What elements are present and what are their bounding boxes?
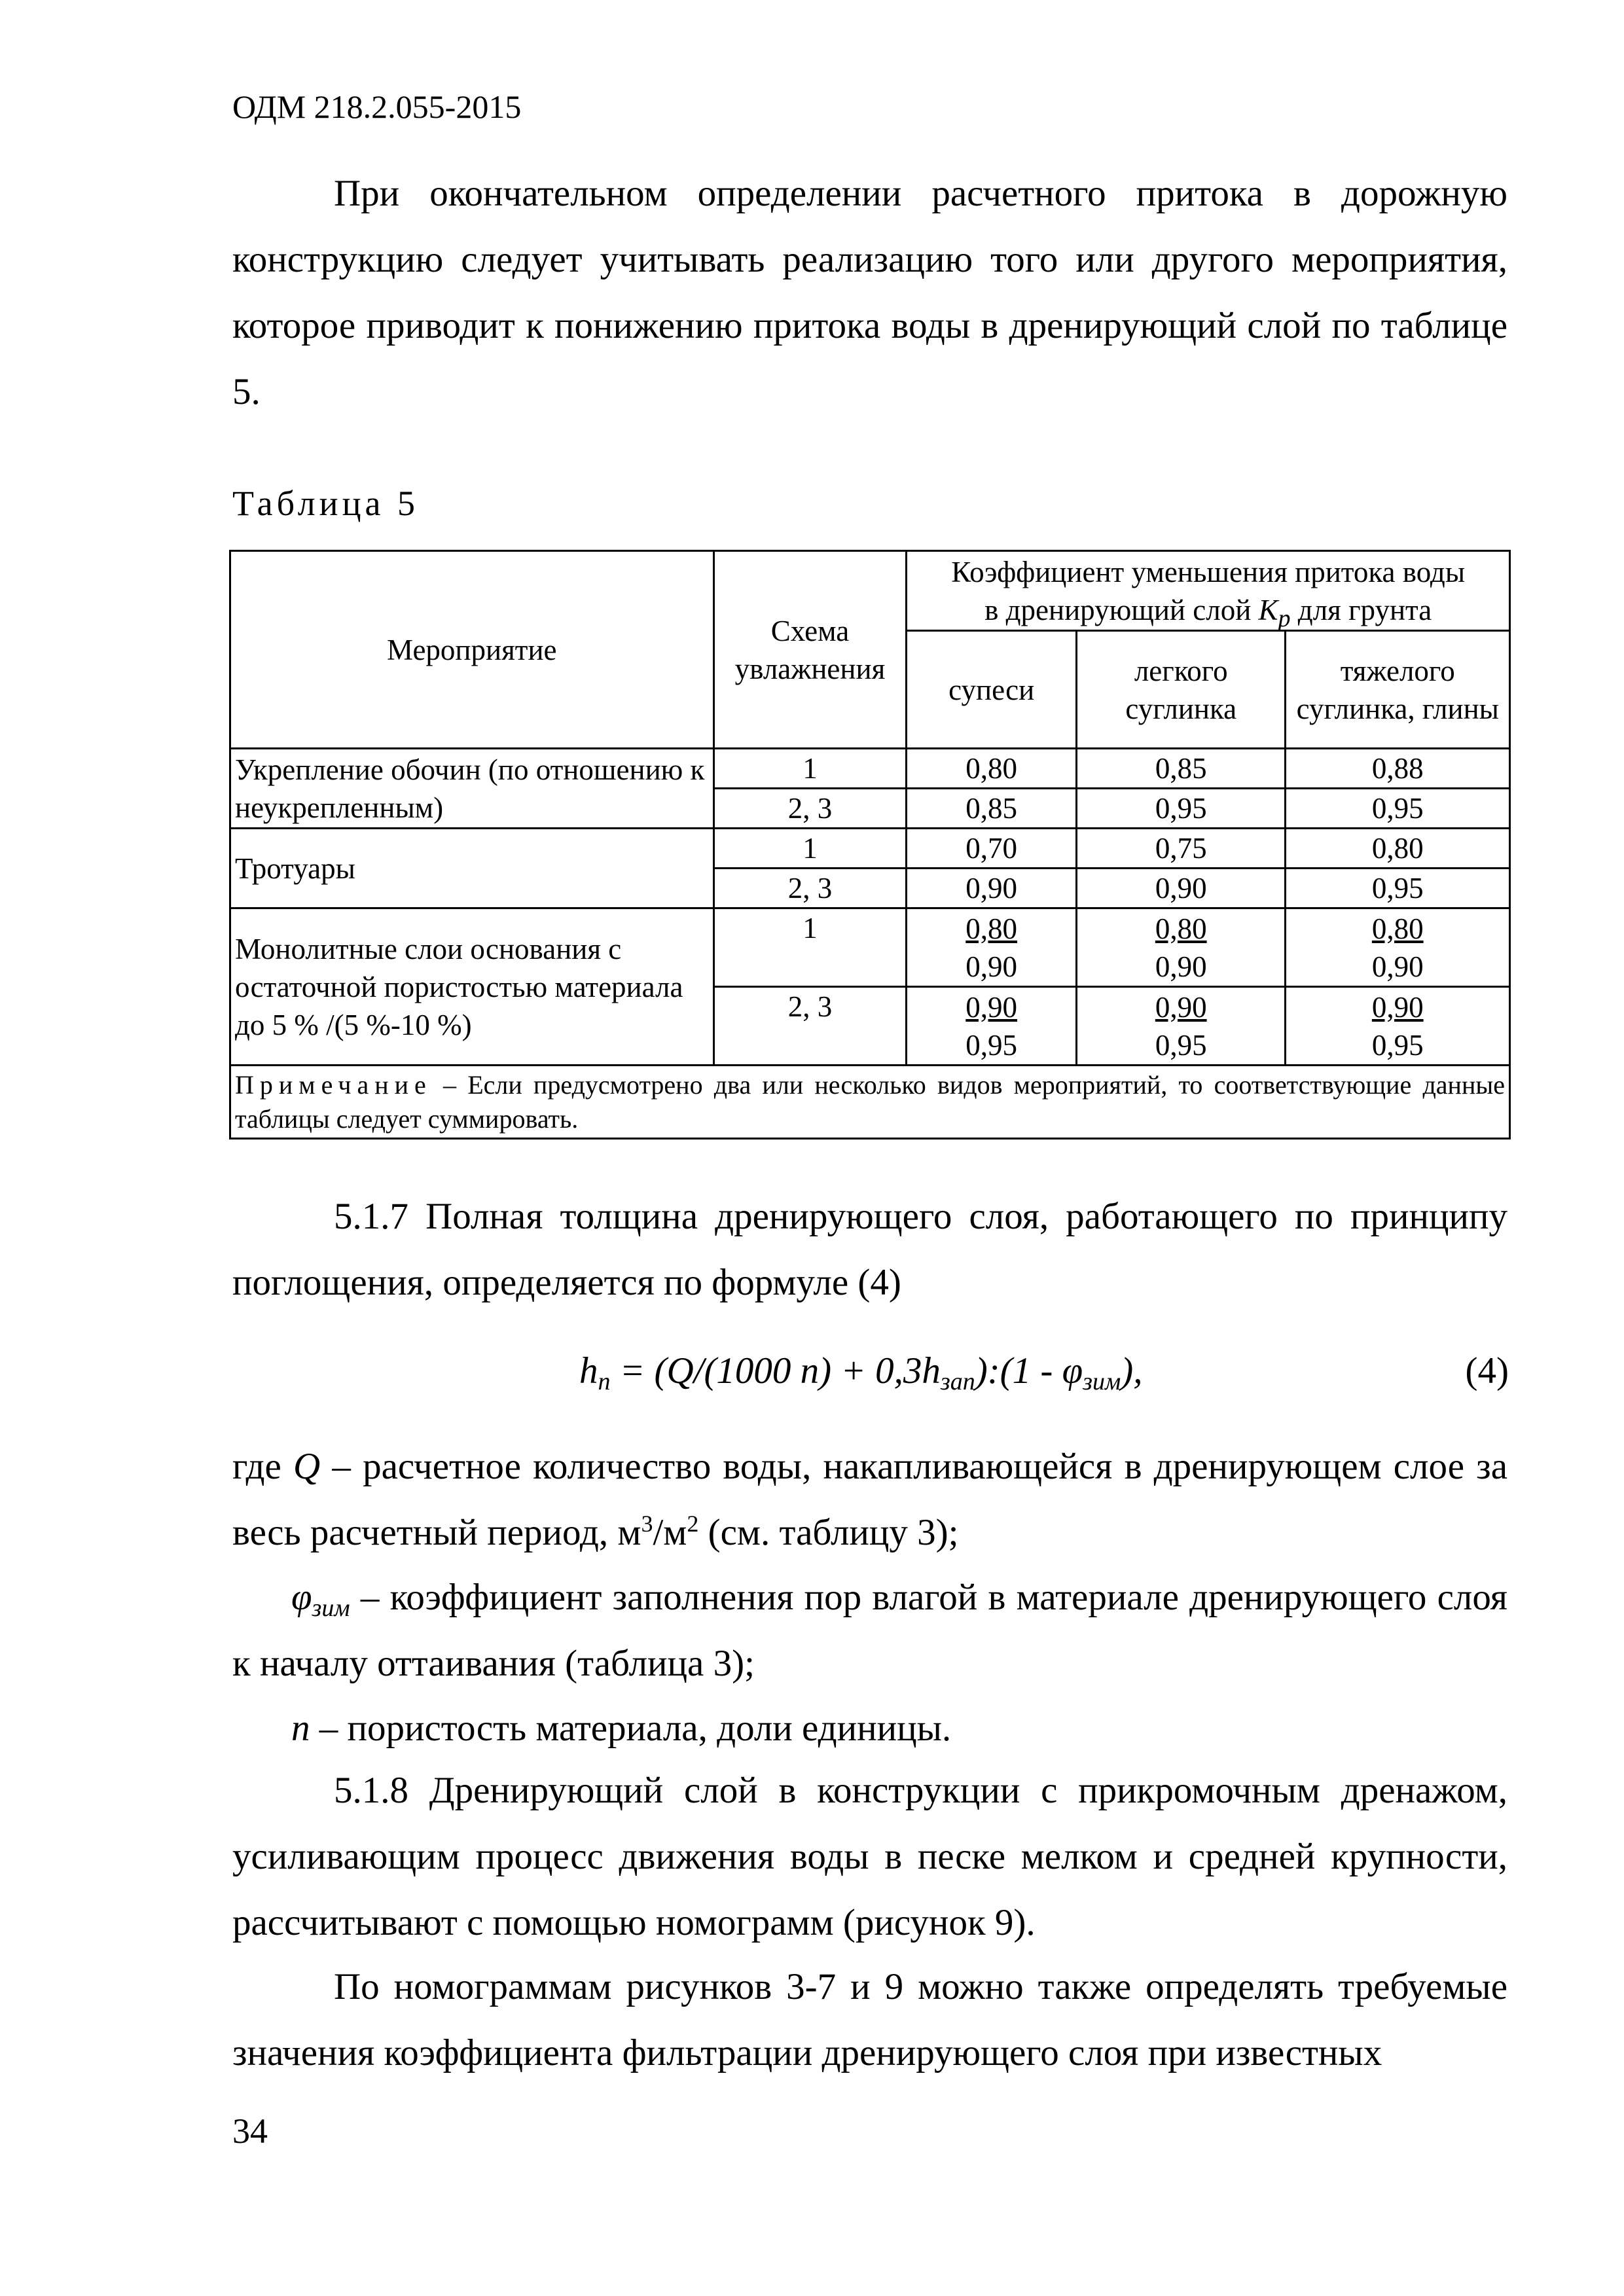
value-bottom: 0,95	[1155, 1028, 1207, 1062]
q-reference: (см. таблицу 3);	[698, 1512, 959, 1553]
header-soil-light-loam: легкого суглинка	[1076, 631, 1286, 749]
row-value: 0,95	[1286, 789, 1510, 829]
header-soil-heavy-loam: тяжелого суглинка, глины	[1286, 631, 1510, 749]
note-text: – Если предусмотрено два или несколько видов мероприятий, то соответствующие данные таблицы следует суммировать.	[235, 1069, 1505, 1134]
formula-part2: ):(1 - φ	[975, 1350, 1083, 1391]
row-value: 0,95	[1286, 869, 1510, 908]
row-value: 0,90	[907, 869, 1077, 908]
section-5-1-7: 5.1.7 Полная толщина дренирующего слоя, работающего по принципу поглощения, определяется по формуле (4)	[232, 1196, 1507, 1303]
note-label: Примечание	[235, 1069, 432, 1100]
formula-expression	[579, 1345, 1142, 1397]
where-prefix: где	[232, 1446, 294, 1487]
header-scheme: Схема увлажнения	[713, 551, 907, 749]
row-value: 0,80	[907, 749, 1077, 789]
formula-number: (4)	[1465, 1350, 1509, 1391]
formula-zap-sub: зап	[940, 1368, 975, 1395]
value-top: 0,90	[1155, 990, 1207, 1024]
where-n	[232, 1695, 1507, 1761]
value-bottom: 0,95	[1371, 1028, 1424, 1062]
intro-paragraph: При окончательном определении расчетного притока в дорожную конструкцию следует учитывать реализацию того или другого мероприятия, которое приводит к понижению притока воды в дренирующий слой по таблице 5.	[232, 173, 1507, 412]
value-bottom: 0,90	[1371, 950, 1424, 983]
value-top: 0,80	[1155, 912, 1207, 945]
symbol-phi: φ	[291, 1577, 312, 1618]
formula-zim-sub: зим	[1083, 1368, 1121, 1395]
table-5	[229, 550, 1511, 1139]
row-value: 0,90	[1076, 869, 1286, 908]
value-bottom: 0,90	[1155, 950, 1207, 983]
row-value: 0,70	[907, 829, 1077, 869]
document-code-header: ОДМ 218.2.055-2015	[232, 88, 522, 125]
table-row	[230, 908, 1510, 987]
row-scheme: 2, 3	[713, 987, 907, 1066]
table-row	[230, 749, 1510, 789]
row-value: 0,95	[1076, 789, 1286, 829]
row-value: 0,85	[1076, 749, 1286, 789]
row-value-pair	[907, 908, 1077, 987]
symbol-n: n	[291, 1708, 310, 1749]
unit-sup-2: 2	[687, 1511, 699, 1537]
row-measure: Монолитные слои основания с остаточной пористостью материала до 5 % /(5 %-10 %)	[230, 908, 714, 1066]
row-value: 0,80	[1286, 829, 1510, 869]
row-value: 0,75	[1076, 829, 1286, 869]
row-value-pair	[1076, 987, 1286, 1066]
value-top: 0,80	[965, 912, 1018, 945]
n-description: – пористость материала, доли единицы.	[310, 1708, 952, 1749]
row-value: 0,88	[1286, 749, 1510, 789]
unit-mid: /м	[653, 1512, 687, 1553]
value-bottom: 0,90	[965, 950, 1018, 983]
row-measure: Укрепление обочин (по отношению к неукрепленным)	[230, 749, 714, 829]
header-coef-line2-post: для грунта	[1290, 593, 1432, 626]
header-coef-line2-pre: в дренирующий слой	[984, 593, 1259, 626]
value-bottom: 0,95	[965, 1028, 1018, 1062]
symbol-phi-sub: зим	[312, 1594, 350, 1622]
table-note	[230, 1066, 1510, 1139]
q-description: – расчетное количество воды, накапливающейся в дренирующем слое за весь расчетный период, м	[232, 1446, 1507, 1553]
formula-h: h	[579, 1350, 598, 1391]
row-measure: Тротуары	[230, 829, 714, 908]
row-scheme: 2, 3	[713, 789, 907, 829]
row-value-pair	[1286, 987, 1510, 1066]
table-note-row	[230, 1066, 1510, 1139]
header-soil-sandy-loam: супеси	[907, 631, 1077, 749]
formula-part3: ),	[1121, 1350, 1143, 1391]
row-value-pair	[907, 987, 1077, 1066]
coef-symbol: K	[1258, 593, 1278, 626]
formula-h-sub: п	[598, 1368, 611, 1395]
row-value-pair	[1076, 908, 1286, 987]
row-scheme: 1	[713, 908, 907, 987]
value-top: 0,90	[965, 990, 1018, 1024]
row-scheme: 1	[713, 749, 907, 789]
page-number: 34	[232, 2111, 268, 2151]
formula-part1: = (Q/(1000 n) + 0,3h	[610, 1350, 941, 1391]
table-caption: Таблица 5	[232, 484, 419, 523]
where-phi	[232, 1564, 1507, 1696]
phi-description: – коэффициент заполнения пор влагой в материале дренирующего слоя к началу оттаивания (таблица 3);	[232, 1577, 1507, 1684]
header-measure: Мероприятие	[230, 551, 714, 749]
value-top: 0,90	[1371, 990, 1424, 1024]
row-scheme: 1	[713, 829, 907, 869]
value-top: 0,80	[1371, 912, 1424, 945]
row-value-pair	[1286, 908, 1510, 987]
row-value: 0,85	[907, 789, 1077, 829]
unit-sup-3: 3	[641, 1511, 653, 1537]
row-scheme: 2, 3	[713, 869, 907, 908]
table-row	[230, 829, 1510, 869]
section-5-1-8: 5.1.8 Дренирующий слой в конструкции с прикромочным дренажом, усиливающим процесс движения воды в песке мелком и средней крупности, рассчитывают с помощью номограмм (рисунок 9).	[232, 1770, 1507, 1943]
coef-subscript: p	[1278, 604, 1291, 632]
symbol-q: Q	[293, 1446, 321, 1487]
closing-paragraph: По номограммам рисунков 3-7 и 9 можно также определять требуемые значения коэффициента фильтрации дренирующего слоя при известных	[232, 1966, 1507, 2073]
where-q	[232, 1433, 1507, 1566]
header-coefficient	[907, 551, 1510, 631]
header-coef-line1: Коэффициент уменьшения притока воды	[951, 555, 1466, 588]
